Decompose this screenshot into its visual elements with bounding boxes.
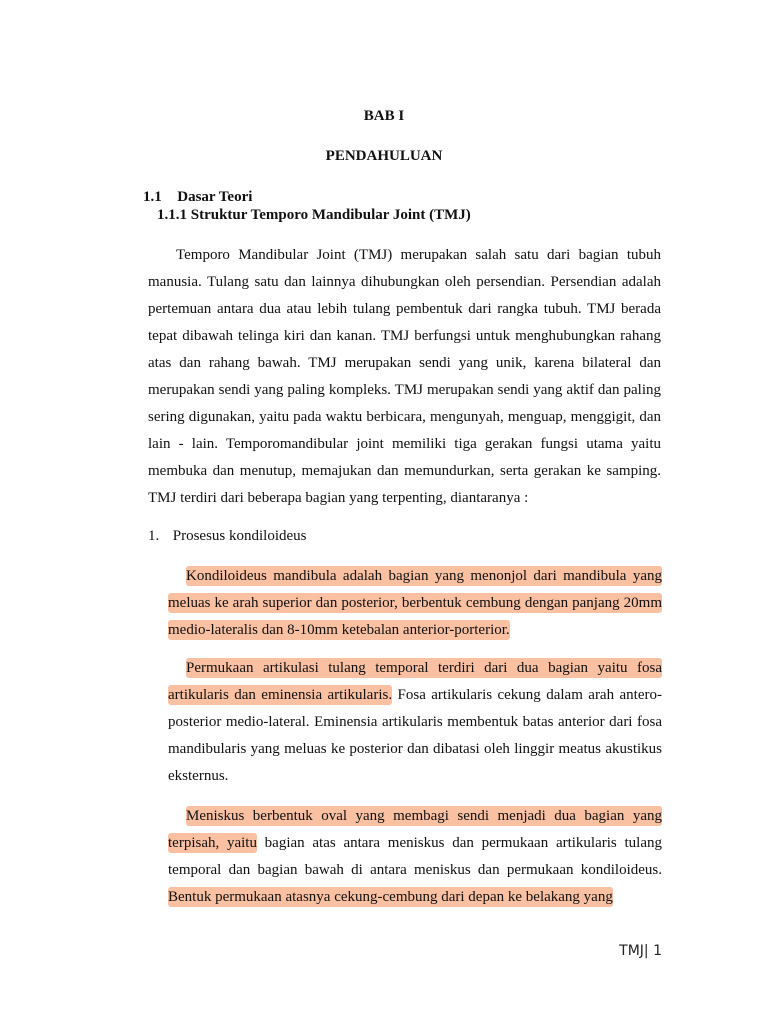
meniskus-paragraph [168, 803, 662, 911]
section-number: 1.1 [143, 189, 162, 205]
highlighted-text: Meniskus berbentuk oval yang membagi sendi menjadi dua bagian yang terpisah, yaitu [168, 808, 662, 851]
list-item [148, 528, 307, 545]
list-number: 1. [148, 528, 160, 544]
chapter-heading: BAB I [363, 108, 405, 124]
intro-paragraph [148, 242, 661, 512]
subsection-number: 1.1.1 [157, 207, 187, 223]
chapter-title: PENDAHULUAN [325, 148, 443, 164]
paragraph-text: bagian atas antara meniskus dan permukaan artikularis tulang temporal dan bagian bawah di antara meniskus dan permukaan kondiloideus. [168, 835, 662, 878]
list-label: Prosesus kondiloideus [172, 528, 307, 544]
highlighted-text: Kondiloideus mandibula adalah bagian yang menonjol dari mandibula yang meluas ke arah superior dan posterior, berbentuk cembung dengan panjang 20mm medio-lateralis dan 8-10mm ketebalan anterior-porterior. [168, 568, 662, 638]
highlighted-text: Bentuk permukaan atasnya cekung-cembung dari depan ke belakang yang [168, 889, 613, 905]
section-title: Dasar Teori [177, 189, 253, 205]
intro-text: Temporo Mandibular Joint (TMJ) merupakan salah satu dari bagian tubuh manusia. Tulang satu dan lainnya dihubungkan oleh persendian. Persendian adalah pertemuan antara dua atau lebih tulang pembentuk dari rangka tubuh. TMJ berada tepat dibawah telinga kiri dan kanan. TMJ berfungsi untuk menghubungkan rahang atas dan rahang bawah. TMJ merupakan sendi yang unik, karena bilateral dan merupakan sendi yang paling kompleks. TMJ merupakan sendi yang aktif dan paling sering digunakan, yaitu pada waktu berbicara, mengunyah, menguap, menggigit, dan lain - lain. Temporomandibular joint memiliki tiga gerakan fungsi utama yaitu membuka dan menutup, memajukan dan memundurkan, serta gerakan ke samping. TMJ terdiri dari beberapa bagian yang terpenting, diantaranya : [148, 247, 661, 506]
paragraph-text: Fosa artikularis cekung dalam arah antero-posterior medio-lateral. Eminensia artikularis membentuk batas anterior dari fosa mandibularis yang meluas ke posterior dan dibatasi oleh linggir meatus akustikus eksternus. [168, 687, 662, 784]
subsection-heading [157, 207, 471, 224]
highlighted-text: Permukaan artikulasi tulang temporal terdiri dari dua bagian yaitu fosa artikularis dan eminensia artikularis. [168, 660, 662, 703]
section-heading [143, 189, 252, 206]
permukaan-paragraph [168, 655, 662, 790]
kondiloideus-paragraph [168, 563, 662, 644]
subsection-title: Struktur Temporo Mandibular Joint (TMJ) [190, 207, 471, 223]
page-footer: TMJ| 1 [619, 943, 662, 959]
